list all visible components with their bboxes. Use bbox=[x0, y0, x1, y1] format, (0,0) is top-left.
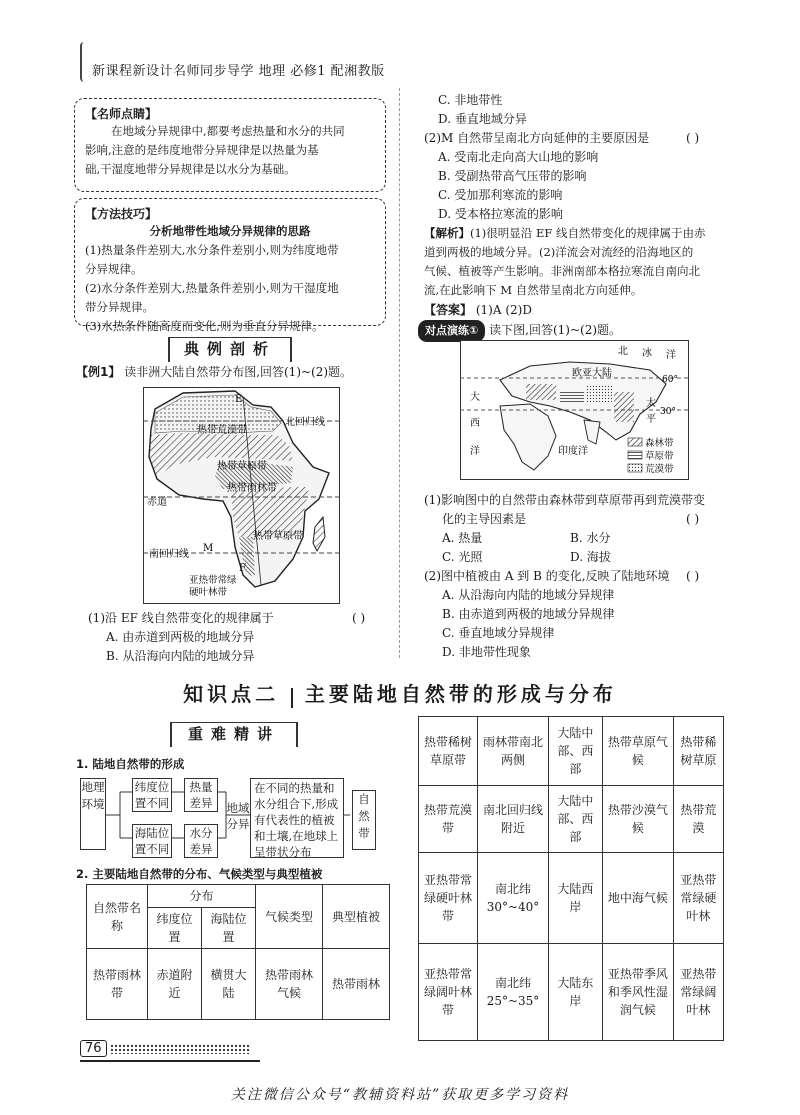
forest-area bbox=[526, 384, 556, 400]
table-row bbox=[87, 949, 390, 1020]
drill-badge: 对点演练① bbox=[418, 320, 485, 342]
label-lat30: 30° bbox=[660, 407, 676, 417]
teacher-tip-line: 础,干湿度地带分异规律是以水分为基础。 bbox=[85, 162, 296, 176]
example1-q2: (2)M 自然带呈南北方向延伸的主要原因是 bbox=[424, 131, 650, 145]
grass-area bbox=[560, 390, 584, 402]
cell-climate: 热带雨林气候 bbox=[256, 949, 323, 1020]
page-header: 新课程新设计名师同步导学 地理 必修1 配湘教版 bbox=[92, 64, 385, 79]
q2-opt-d: D. 受本格拉寒流的影响 bbox=[438, 207, 563, 221]
label-ping: 平 bbox=[646, 414, 656, 425]
legend-desert: 荒漠带 bbox=[645, 464, 674, 475]
label-desert: 热带荒漠带 bbox=[197, 425, 247, 436]
section2-title bbox=[0, 678, 800, 708]
method-line: (2)水分条件差别大,热量条件差别小,则为干湿度地 bbox=[85, 281, 339, 295]
drill-q1-opt-b: B. 水分 bbox=[570, 531, 611, 545]
heat-box: 热量差异 bbox=[184, 778, 218, 812]
cell-lat: 南北纬25°~35° bbox=[478, 944, 549, 1041]
key-title: 重难精讲 bbox=[187, 725, 280, 743]
example1-q1: (1)沿 EF 线自然带变化的规律属于 bbox=[88, 611, 274, 625]
distribution-table-right bbox=[418, 716, 724, 1041]
cell-veg: 亚热带常绿硬叶林 bbox=[673, 853, 723, 944]
formation-heading: 1. 陆地自然带的形成 bbox=[76, 757, 185, 771]
cell-sea: 大陆中部、西部 bbox=[549, 786, 603, 853]
example1-label: 【例1】 bbox=[76, 365, 121, 379]
answer-tag: 【答案】 bbox=[424, 303, 473, 317]
method-tip-box bbox=[74, 198, 386, 333]
drill-q1-paren: ( ) bbox=[686, 512, 700, 526]
forest-area-east bbox=[614, 392, 634, 422]
cell-zone: 亚热带常绿硬叶林带 bbox=[419, 853, 478, 944]
method-line: (1)热量条件差别大,水分条件差别小,则为纬度地带 bbox=[85, 243, 339, 257]
method-line: (3)水热条件随高度而变化,则为垂直分异规律。 bbox=[85, 319, 324, 333]
label-da: 大 bbox=[470, 392, 480, 403]
cell-zone: 热带雨林带 bbox=[87, 949, 148, 1020]
cell-lat: 雨林带南北两侧 bbox=[478, 717, 549, 786]
th-dist: 分布 bbox=[148, 885, 256, 908]
world-map bbox=[460, 340, 689, 480]
label-sub1: 亚热带常绿 bbox=[189, 575, 237, 586]
label-xi: 西 bbox=[470, 418, 480, 429]
africa-map bbox=[143, 387, 340, 604]
method-heading: 分析地带性地域分异规律的思路 bbox=[149, 224, 311, 238]
label-tropic-s: 南回归线 bbox=[149, 549, 189, 560]
table-row bbox=[419, 853, 724, 944]
drill-q2-opt-c: C. 垂直地域分异规律 bbox=[442, 626, 555, 640]
drill-text: 读下图,回答(1)~(2)题。 bbox=[489, 323, 622, 337]
answer-line bbox=[424, 300, 532, 320]
lat-box: 纬度位置不同 bbox=[132, 778, 172, 812]
legend-desert-swatch bbox=[628, 464, 642, 472]
key-title-frame bbox=[170, 722, 298, 747]
analysis-tag: 【解析】 bbox=[424, 226, 470, 240]
cell-lat: 赤道附近 bbox=[148, 949, 202, 1020]
th-veg: 典型植被 bbox=[323, 885, 390, 949]
drill-q2-opt-b: B. 由赤道到两极的地域分异规律 bbox=[442, 607, 615, 621]
distribution-table-left bbox=[86, 884, 390, 1020]
example1-q1-paren: ( ) bbox=[352, 611, 366, 625]
example1-prompt bbox=[76, 362, 352, 382]
q1-opt-c: C. 非地带性 bbox=[438, 93, 503, 107]
q2-opt-c: C. 受加那利寒流的影响 bbox=[438, 188, 563, 202]
page-number-bar bbox=[80, 1040, 260, 1062]
legend-forest: 森林带 bbox=[645, 438, 674, 449]
cell-sea: 横贯大陆 bbox=[202, 949, 256, 1020]
label-grass2: 热带草原带 bbox=[253, 531, 303, 542]
analysis-line: 道到两极的地域分异。(2)洋流会对流经的沿海地区的 bbox=[424, 245, 694, 259]
cell-veg: 热带稀树草原 bbox=[673, 717, 723, 786]
header-bracket bbox=[80, 42, 86, 82]
label-indian: 印度洋 bbox=[558, 446, 588, 457]
cell-climate: 亚热带季风和季风性湿润气候 bbox=[602, 944, 673, 1041]
desert-area bbox=[586, 384, 612, 402]
label-f: F bbox=[239, 563, 246, 574]
cell-sea: 大陆中部、西部 bbox=[549, 717, 603, 786]
label-rain: 热带雨林带 bbox=[227, 483, 277, 494]
example1-q1-opt-a: A. 由赤道到两极的地域分异 bbox=[106, 630, 255, 644]
cell-climate: 热带沙漠气候 bbox=[602, 786, 673, 853]
analysis-line: 气候、植被等产生影响。非洲南部本格拉寒流自南向北 bbox=[424, 264, 700, 278]
drill-q1-opt-d: D. 海拔 bbox=[570, 550, 611, 564]
footer-note: 关注微信公众号“教辅资料站”获取更多学习资料 bbox=[230, 1087, 570, 1103]
drill-q1b: 化的主导因素是 bbox=[442, 512, 527, 526]
legend-grass-swatch bbox=[628, 451, 642, 459]
legend-grass: 草原带 bbox=[645, 451, 674, 462]
th-sea: 海陆位置 bbox=[202, 908, 256, 949]
cell-climate: 地中海气候 bbox=[602, 853, 673, 944]
drill-q2-opt-a: A. 从沿海向内陆的地域分异规律 bbox=[442, 588, 615, 602]
label-m: M bbox=[203, 543, 214, 554]
q2-opt-b: B. 受副热带高气压带的影响 bbox=[438, 169, 587, 183]
label-eurasia: 欧亚大陆 bbox=[572, 368, 612, 379]
env-box: 地理环境 bbox=[80, 778, 106, 850]
water-box: 水分差异 bbox=[184, 824, 218, 858]
result-box: 自然带 bbox=[352, 790, 376, 850]
cell-climate: 热带草原气候 bbox=[602, 717, 673, 786]
example1-q1-opt-b: B. 从沿海向内陆的地域分异 bbox=[106, 649, 255, 663]
label-e: E bbox=[235, 394, 243, 405]
cell-lat: 南北纬30°~40° bbox=[478, 853, 549, 944]
drill-q2-opt-d: D. 非地带性现象 bbox=[442, 645, 531, 659]
drill-q2: (2)图中植被由 A 到 B 的变化,反映了陆地环境 bbox=[424, 569, 670, 583]
sea-box: 海陆位置不同 bbox=[132, 824, 172, 858]
region-label: 地域分异 bbox=[226, 801, 250, 831]
method-line: 带分异规律。 bbox=[85, 300, 154, 314]
cell-veg: 热带雨林 bbox=[323, 949, 390, 1020]
q1-opt-d: D. 垂直地域分异 bbox=[438, 112, 527, 126]
th-climate: 气候类型 bbox=[256, 885, 323, 949]
cell-zone: 热带稀树草原带 bbox=[419, 717, 478, 786]
page-number-dots bbox=[110, 1044, 250, 1054]
section2-title-b: 主要陆地自然带的形成与分布 bbox=[304, 682, 617, 706]
example1-q2-paren: ( ) bbox=[686, 131, 700, 145]
drill-q1-opt-c: C. 光照 bbox=[442, 550, 483, 564]
cell-lat: 南北回归线附近 bbox=[478, 786, 549, 853]
table-row bbox=[419, 786, 724, 853]
analysis-line: 流,在此影响下 M 自然带呈南北方向延伸。 bbox=[424, 283, 643, 297]
table-row bbox=[419, 944, 724, 1041]
q2-opt-a: A. 受南北走向高大山地的影响 bbox=[438, 150, 599, 164]
label-lat60: 60° bbox=[662, 375, 678, 385]
example-section-title-frame bbox=[168, 337, 292, 362]
cell-veg: 热带荒漠 bbox=[673, 786, 723, 853]
distribution-heading: 2. 主要陆地自然带的分布、气候类型与典型植被 bbox=[76, 867, 323, 881]
analysis-block bbox=[424, 224, 724, 300]
teacher-tip-tag: 【名师点睛】 bbox=[85, 107, 158, 121]
label-tai: 太 bbox=[646, 398, 656, 409]
table-row bbox=[419, 717, 724, 786]
page-number: 76 bbox=[80, 1040, 107, 1057]
column-divider bbox=[399, 88, 400, 658]
example1-text: 读非洲大陆自然带分布图,回答(1)~(2)题。 bbox=[124, 365, 353, 379]
label-sub2: 硬叶林带 bbox=[189, 587, 228, 598]
th-lat: 纬度位置 bbox=[148, 908, 202, 949]
analysis-line: (1)很明显沿 EF 线自然带变化的规律属于由赤 bbox=[470, 226, 706, 240]
drill-q1a: (1)影响图中的自然带由森林带到草原带再到荒漠带变 bbox=[424, 493, 706, 507]
label-tropic-n: 北回归线 bbox=[285, 417, 325, 428]
label-north: 北 bbox=[618, 346, 628, 357]
desc-box: 在不同的热量和水分组合下,形成有代表性的植被和土壤,在地球上呈带状分布 bbox=[250, 778, 344, 858]
label-yang: 洋 bbox=[470, 446, 480, 457]
drill-q2-paren: ( ) bbox=[686, 569, 700, 583]
th-zone: 自然带名称 bbox=[87, 885, 148, 949]
label-equator: 赤道 bbox=[147, 497, 167, 508]
teacher-tip-line: 在地域分异规律中,都要考虑热量和水分的共同 bbox=[111, 124, 345, 138]
example-section-title: 典例剖析 bbox=[183, 340, 276, 358]
label-ocean: 洋 bbox=[666, 350, 676, 361]
section2-divider bbox=[291, 688, 293, 708]
cell-sea: 大陆东岸 bbox=[549, 944, 603, 1041]
cell-veg: 亚热带常绿阔叶林 bbox=[673, 944, 723, 1041]
method-tip-tag: 【方法技巧】 bbox=[85, 207, 158, 221]
answer-text: (1)A (2)D bbox=[475, 303, 532, 317]
teacher-tip-line: 影响,注意的是纬度地带分异规律是以热量为基 bbox=[85, 143, 319, 157]
drill-line bbox=[418, 320, 621, 342]
cell-sea: 大陆西岸 bbox=[549, 853, 603, 944]
drill-q1-opt-a: A. 热量 bbox=[442, 531, 483, 545]
section2-title-a: 知识点二 bbox=[183, 682, 280, 706]
label-ice: 冰 bbox=[642, 348, 652, 359]
method-line: 分异规律。 bbox=[85, 262, 143, 276]
teacher-tip-box bbox=[74, 98, 386, 192]
label-grass: 热带草原带 bbox=[217, 461, 267, 472]
cell-zone: 热带荒漠带 bbox=[419, 786, 478, 853]
legend-forest-swatch bbox=[628, 438, 642, 446]
cell-zone: 亚热带常绿阔叶林带 bbox=[419, 944, 478, 1041]
